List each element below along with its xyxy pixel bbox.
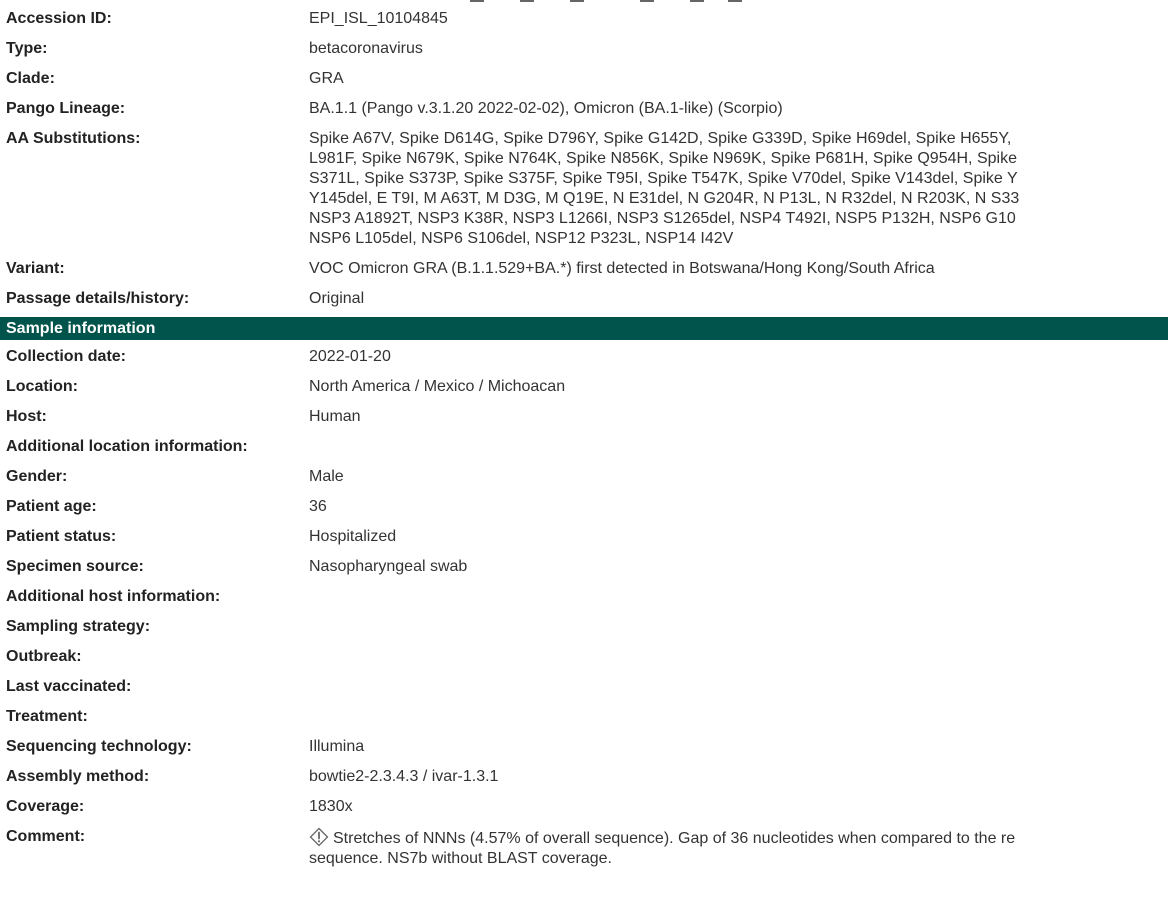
field-label: Sequencing technology: (6, 738, 192, 755)
field-row-additional-location-info (0, 432, 1168, 462)
field-label: Pango Lineage: (6, 100, 126, 117)
aa-substitutions-line: Y145del, E T9I, M A63T, M D3G, M Q19E, N E31del, N G204R, N P13L, N R32del, N R203K, N S33 (309, 190, 1020, 207)
field-row-additional-host-info (0, 582, 1168, 612)
field-row-sampling-strategy (0, 612, 1168, 642)
field-label: Gender: (6, 468, 68, 485)
field-label: Outbreak: (6, 648, 82, 665)
field-row-gender (0, 462, 1168, 492)
fields-sample (0, 342, 1168, 822)
field-row-coverage (0, 792, 1168, 822)
aa-substitutions-line: NSP3 A1892T, NSP3 K38R, NSP3 L1266I, NSP3 S1265del, NSP4 T492I, NSP5 P132H, NSP6 G10 (309, 210, 1016, 227)
field-label: Clade: (6, 70, 55, 87)
field-label: Sampling strategy: (6, 618, 151, 635)
field-row-assembly-method (0, 762, 1168, 792)
section-header-sample-information: Sample information (0, 317, 1168, 340)
field-label: Comment: (6, 828, 86, 845)
aa-substitutions-line: NSP6 L105del, NSP6 S106del, NSP12 P323L, NSP14 I42V (309, 230, 734, 247)
field-row-patient-status (0, 522, 1168, 552)
field-row-last-vaccinated (0, 672, 1168, 702)
field-label: Type: (6, 40, 48, 57)
field-value: Male (309, 468, 344, 485)
field-label: Treatment: (6, 708, 88, 725)
field-row-sequencing-technology (0, 732, 1168, 762)
comment-line (309, 827, 1168, 849)
field-row-clade (0, 64, 1168, 94)
comment-line: sequence. NS7b without BLAST coverage. (309, 850, 612, 867)
field-value: BA.1.1 (Pango v.3.1.20 2022-02-02), Omicron (BA.1-like) (Scorpio) (309, 100, 783, 117)
aa-substitutions-value (309, 129, 1168, 249)
field-value: 1830x (309, 798, 353, 815)
field-label: Accession ID: (6, 10, 112, 27)
field-value: bowtie2-2.3.4.3 / ivar-1.3.1 (309, 768, 499, 785)
field-row-type (0, 34, 1168, 64)
field-row-aa-substitutions (0, 124, 1168, 254)
field-row-patient-age (0, 492, 1168, 522)
field-label: Patient age: (6, 498, 97, 515)
field-row-location (0, 372, 1168, 402)
aa-substitutions-line: S371L, Spike S373P, Spike S375F, Spike T95I, Spike T547K, Spike V70del, Spike V143del, Spike Y (309, 170, 1018, 187)
clipped-top-edge (0, 0, 1168, 4)
field-value: Original (309, 290, 365, 307)
field-value: North America / Mexico / Michoacan (309, 378, 566, 395)
field-row-specimen-source (0, 552, 1168, 582)
field-row-host (0, 402, 1168, 432)
field-label: Additional host information: (6, 588, 221, 605)
field-value: 2022-01-20 (309, 348, 391, 365)
field-label: Passage details/history: (6, 290, 190, 307)
field-label: AA Substitutions: (6, 130, 141, 147)
field-row-comment (0, 822, 1168, 874)
field-value: Hospitalized (309, 528, 397, 545)
field-label: Additional location information: (6, 438, 248, 455)
field-label: Specimen source: (6, 558, 144, 575)
field-row-passage-details (0, 284, 1168, 314)
field-value: GRA (309, 70, 344, 87)
field-row-variant (0, 254, 1168, 284)
field-label: Patient status: (6, 528, 117, 545)
field-label: Last vaccinated: (6, 678, 132, 695)
field-value: Human (309, 408, 361, 425)
aa-substitutions-line: Spike A67V, Spike D614G, Spike D796Y, Spike G142D, Spike G339D, Spike H69del, Spike H655Y, (309, 130, 1012, 147)
field-label: Host: (6, 408, 47, 425)
field-value: Nasopharyngeal swab (309, 558, 468, 575)
field-value: betacoronavirus (309, 40, 423, 57)
aa-substitutions-line: L981F, Spike N679K, Spike N764K, Spike N856K, Spike N969K, Spike P681H, Spike Q954H, Spike (309, 150, 1017, 167)
field-row-accession-id (0, 4, 1168, 34)
field-value: EPI_ISL_10104845 (309, 10, 448, 27)
field-row-pango-lineage (0, 94, 1168, 124)
fields-top (0, 4, 1168, 124)
comment-value (309, 827, 1168, 869)
field-label: Coverage: (6, 798, 85, 815)
field-value: Illumina (309, 738, 365, 755)
field-value: VOC Omicron GRA (B.1.1.529+BA.*) first detected in Botswana/Hong Kong/South Africa (309, 260, 935, 277)
warning-icon (309, 827, 329, 847)
field-label: Assembly method: (6, 768, 150, 785)
field-label: Collection date: (6, 348, 127, 365)
field-row-outbreak (0, 642, 1168, 672)
field-label: Location: (6, 378, 78, 395)
comment-text: Stretches of NNNs (4.57% of overall sequence). Gap of 36 nucleotides when compared to the re (333, 830, 1016, 847)
field-row-collection-date (0, 342, 1168, 372)
field-row-treatment (0, 702, 1168, 732)
field-value: 36 (309, 498, 327, 515)
field-label: Variant: (6, 260, 65, 277)
